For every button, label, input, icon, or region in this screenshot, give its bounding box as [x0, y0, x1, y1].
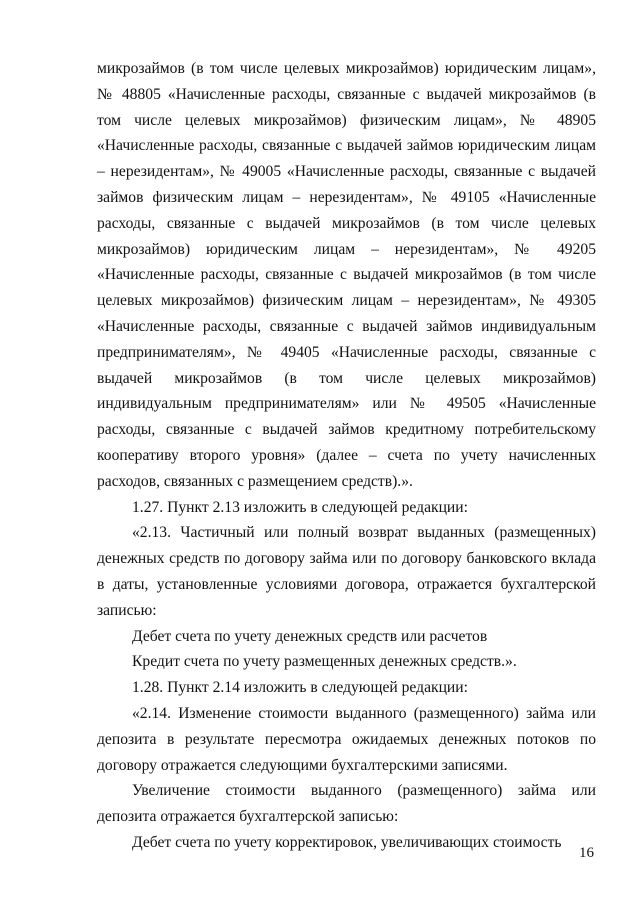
paragraph-item-2-13: «2.13. Частичный или полный возврат выданных (размещенных) денежных средств по договору займа или по договору банковского вклада в даты, установленные условиями договора, отражается бухгалтерской записью:	[97, 524, 596, 619]
paragraph-item-2-14: «2.14. Изменение стоимости выданного (размещенного) займа или депозита в результате пересмотра ожидаемых денежных потоков по договору отражается следующими бухгалтерскими записями.	[97, 704, 596, 774]
page-number: 16	[579, 845, 594, 861]
paragraph-item-1-27: 1.27. Пункт 2.13 изложить в следующей редакции:	[132, 498, 468, 516]
paragraph-credit-entry: Кредит счета по учету размещенных денежных средств.».	[132, 653, 517, 671]
paragraph-debit-adjustments: Дебет счета по учету корректировок, увеличивающих стоимость	[132, 833, 562, 851]
paragraph-item-1-28: 1.28. Пункт 2.14 изложить в следующей редакции:	[132, 679, 468, 697]
paragraph-debit-entry: Дебет счета по учету денежных средств или расчетов	[132, 627, 488, 645]
paragraph-accounts-list: микрозаймов (в том числе целевых микрозаймов) юридическим лицам», № 48805 «Начисленные расходы, связанные с выдачей микрозаймов (в том числе целевых микрозаймов) физическим лицам», № 48905 «Начисленные расходы, связанные с выдачей займов юридическим лицам – нерезидентам», № 49005 «Начисленные расходы, связанные с выдачей займов физическим лицам – нерезидентам», № 49105 «Начисленные расходы, связанные с выдачей микрозаймов (в том числе целевых микрозаймов) юридическим лицам – нерезидентам», № 49205 «Начисленные расходы, связанные с выдачей микрозаймов (в том числе целевых микрозаймов) физическим лицам – нерезидентам», № 49305 «Начисленные расходы, связанные с выдачей займов индивидуальным предпринимателям», № 49405 «Начисленные расходы, связанные с выдачей микрозаймов (в том числе целевых микрозаймов) индивидуальным предпринимателям» или № 49505 «Начисленные расходы, связанные с выдачей займов кредитному потребительскому кооперативу второго уровня» (далее – счета по учету начисленных расходов, связанных с размещением средств).».	[97, 60, 596, 490]
paragraph-increase-value: Увеличение стоимости выданного (размещенного) займа или депозита отражается бухгалтерской записью:	[97, 782, 596, 826]
body-text	[97, 56, 596, 856]
